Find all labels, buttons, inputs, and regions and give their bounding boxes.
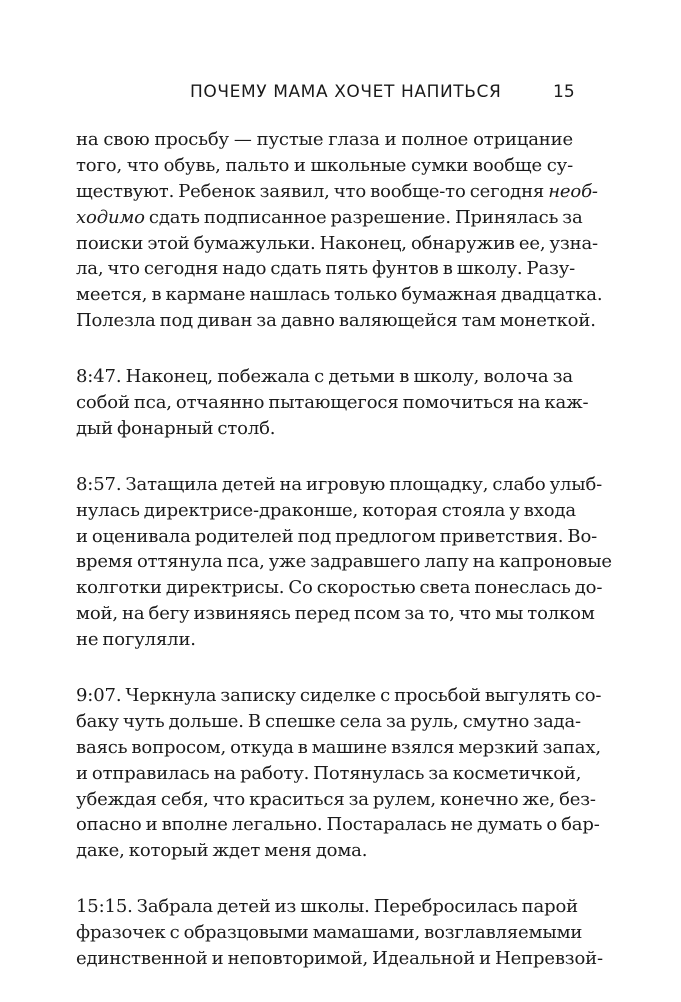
running-title: ПОЧЕМУ МАМА ХОЧЕТ НАПИТЬСЯ (190, 82, 502, 102)
text-run: сдать подписанное разрешение. Принялась за (144, 206, 583, 228)
text-line: 8:47. Наконец, побежала с детьми в школу, волоча за (76, 366, 573, 388)
text-line: единственной и неповторимой, Идеальной и Непревзой- (76, 948, 603, 970)
text-line: на свою просьбу — пустые глаза и полное отрицание (76, 129, 573, 150)
text-line: 9:07. Черкнула записку сиделке с просьбой выгулять со- (76, 685, 602, 707)
text-line: и оценивала родителей под предлогом приветствия. Во- (76, 525, 598, 547)
text-line: колготки директрисы. Со скоростью света понеслась до- (76, 577, 603, 599)
paragraph (76, 364, 589, 442)
text-line: и отправилась на работу. Потянулась за косметичкой, (76, 762, 582, 784)
text-line: меется, в кармане нашлась только бумажная двадцатка. (76, 284, 603, 306)
italic-emphasis: необ- (548, 180, 598, 202)
text-line: не погуляли. (76, 629, 196, 651)
text-line: собой пса, отчаянно пытающегося помочиться на каж- (76, 392, 589, 414)
text-run: ществуют. Ребенок заявил, что вообще-то сегодня (76, 180, 549, 202)
text-line: поиски этой бумажульки. Наконец, обнаружив ее, узна- (76, 232, 598, 254)
text-line: время оттянула пса, уже задравшего лапу на капроновые (76, 551, 612, 573)
text-line: 8:57. Затащила детей на игровую площадку, слабо улыб- (76, 473, 603, 495)
body-text (76, 127, 612, 1002)
italic-emphasis: ходимо (76, 206, 145, 228)
text-line: нулась директрисе-драконше, которая стояла у входа (76, 499, 576, 521)
paragraph (76, 894, 603, 972)
text-line: 15:15. Забрала детей из школы. Перебросилась парой (76, 896, 579, 918)
text-line: убеждая себя, что краситься за рулем, конечно же, без- (76, 788, 596, 810)
text-line: мой, на бегу извиняясь перед псом за то, что мы толком (76, 603, 595, 625)
text-line: Полезла под диван за давно валяющейся там монеткой. (76, 310, 596, 332)
paragraph (76, 683, 602, 864)
page-number: 15 (553, 82, 575, 102)
text-line: ла, что сегодня надо сдать пять фунтов в школу. Разу- (76, 258, 576, 280)
text-line: дый фонарный столб. (76, 417, 276, 439)
running-header (0, 80, 681, 104)
text-line (76, 205, 583, 231)
text-line: фразочек с образцовыми мамашами, возглавляемыми (76, 922, 583, 944)
text-line: того, что обувь, пальто и школьные сумки вообще су- (76, 154, 573, 176)
text-line: баку чуть дольше. В спешке села за руль, смутно зада- (76, 710, 581, 732)
text-line: опасно и вполне легально. Постаралась не думать о бар- (76, 814, 600, 836)
text-line: даке, который ждет меня дома. (76, 840, 368, 862)
paragraph (76, 127, 603, 334)
paragraph (76, 472, 612, 653)
text-line (76, 179, 598, 205)
text-line: ваясь вопросом, откуда в машине взялся мерзкий запах, (76, 736, 601, 758)
